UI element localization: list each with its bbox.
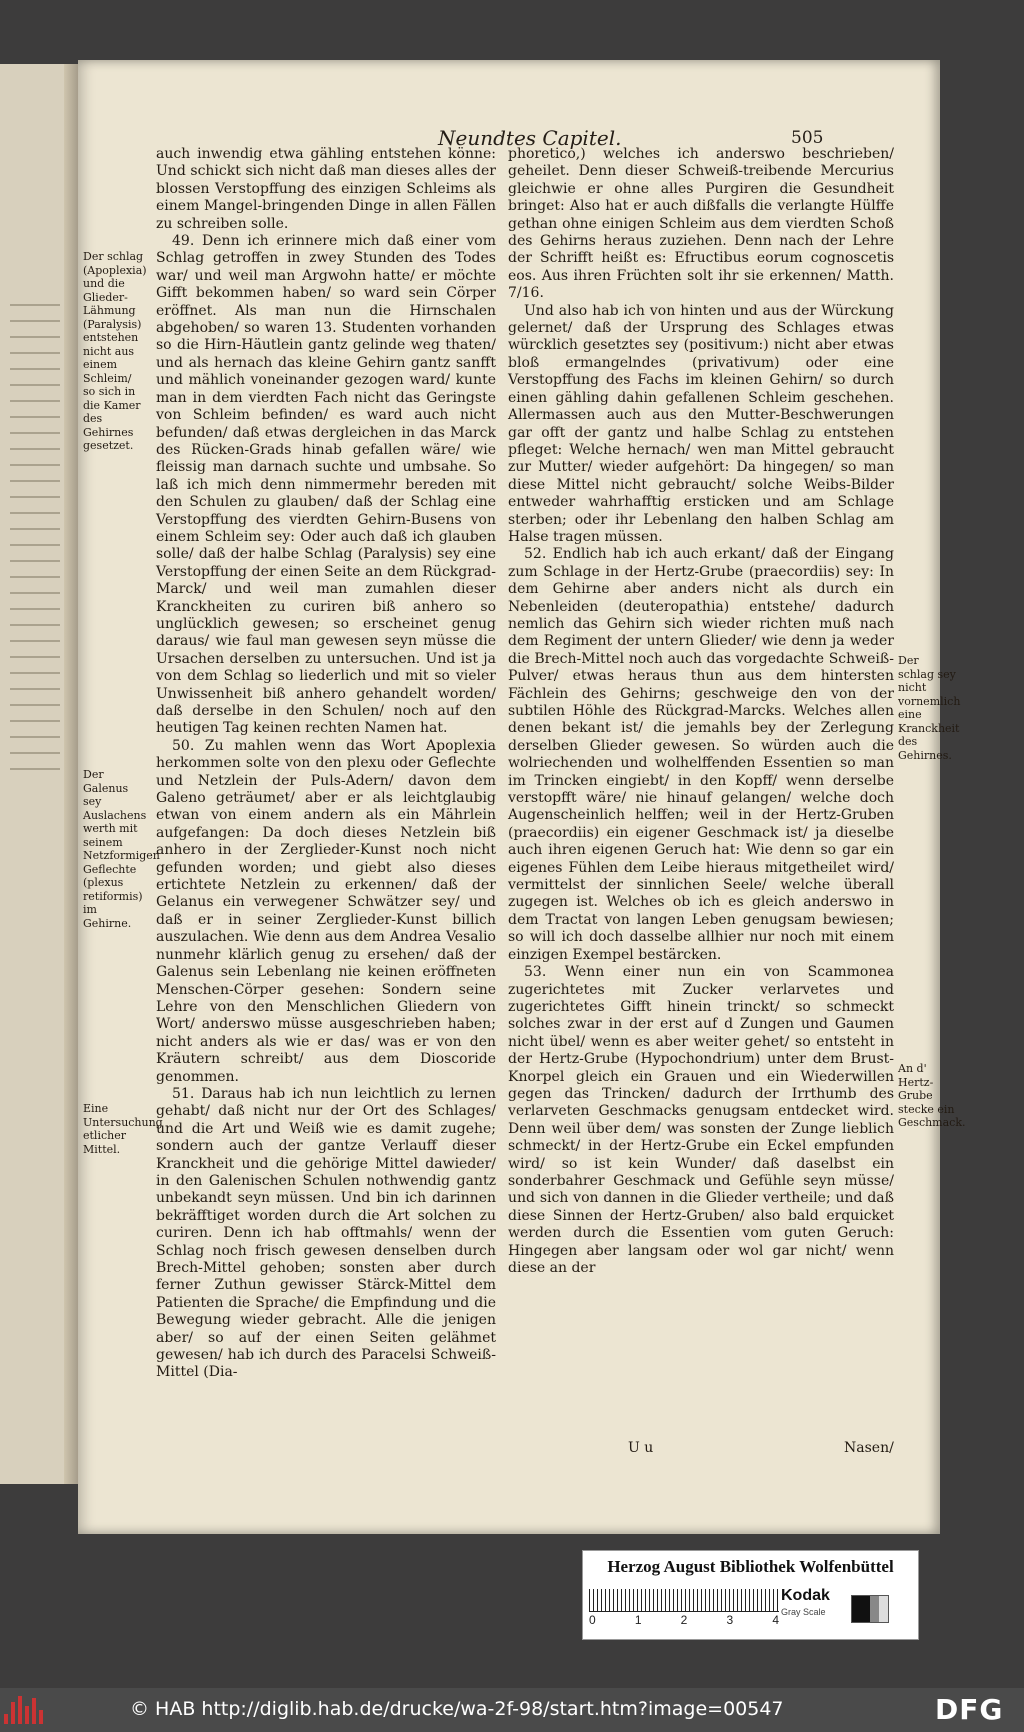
page-number: 505 [791, 128, 824, 148]
scale-numbers: 0 1 2 3 4 [589, 1613, 779, 1627]
paragraph: auch inwendig etwa gähling entstehen könne: Und schickt sich nicht daß man dieses alles der blossen Verstopffung des einzigen Schleims als einem Mangel-bringenden Dinge in allen Fällen zu schreiben solle. [156, 146, 496, 232]
signature-mark: U u [628, 1440, 654, 1456]
right-text-column [508, 146, 894, 1277]
margin-note: Eine Untersuchung etlicher Mittel. [83, 1102, 163, 1156]
dfg-logo: DFG [935, 1693, 1004, 1726]
catchword: Nasen/ [844, 1440, 894, 1456]
running-header: Neundtes Capitel. [438, 126, 622, 150]
scale-ruler [589, 1589, 779, 1612]
footer-bar [0, 1688, 1024, 1732]
kodak-brand: Kodak [781, 1587, 830, 1604]
gray-swatch [851, 1595, 889, 1623]
margin-note: An d' Hertz-Grube stecke ein Geschmack. [898, 1062, 966, 1129]
previous-page-edge [0, 64, 78, 1484]
margin-note: Der Galenus sey Auslachens werth mit seinem Netzformigen Geflechte (plexus retiformis) im Gehirne. [83, 768, 160, 930]
hab-logo-icon [4, 1696, 46, 1724]
paragraph: Und also hab ich von hinten und aus der Würckung gelernet/ daß der Ursprung des Schlages etwas würcklich gesetztes sey (positivum:) nicht aber etwas bloß ermangelndes (privativum) oder eine Verstopffung des Fachs im kleinen Gehirn/ so durch einen gähling dahin gefallenen Schleim geschehen. Allermassen auch aus den Mutter-Beschwerungen gar offt der gantz und halbe Schlag zu entstehen pfleget: Welche hernach/ wen man Mittel gebraucht zur Mutter/ wieder aufgehört: Da hingegen/ so man diese Mittel nicht gebraucht/ solche Weibs-Bilder entweder wahrhafftig ersticken und am Schlage sterben; oder ihr Lebenlang den halben Schlag am Halse tragen müssen. [508, 302, 894, 545]
previous-page-text-lines [10, 304, 60, 784]
left-text-column [156, 146, 496, 1382]
paragraph: 52. Endlich hab ich auch erkant/ daß der Eingang zum Schlage in der Hertz-Grube (praecordiis) sey: In dem Gehirne aber anders nicht als durch ein Nebenleiden (deuteropathia) entstehe/ dadurch nemlich das Gehirn sich wieder richten muß nach dem Regiment der untern Glieder/ wie denn ja weder die Brech-Mittel noch auch das vorgedachte Schweiß-Pulver/ etwas heraus thun aus dem hintersten Fächlein des Gehirns; geschweige den von der subtilen Höhle des Rückgrad-Marcks. Welches allen denen bekant ist/ die jemahls bey der Zerlegung derselben Glieder gewesen. So würden auch die wolriechenden und wolhelffenden Essentien so man im Trincken eingiebt/ in den Kopff/ wenn derselbe verstopfft wäre/ nie hinauf gelangen/ welche doch Augenscheinlich helffen; weil in der Hertz-Gruben (praecordiis) ein eigener Geschmack ist/ ja dieselbe auch ihren eigenen Geruch hat: Wie denn so gar ein eigenes Fühlen dem Leibe hieraus mitgetheilet wird/ vermittelst der sinnlichen Seele/ welche überall zugegen ist. Welches ob ich es gleich anderswo in dem Tractat von langen Leben genugsam bewiesen; so will ich doch dasselbe allhier nur noch mit einem einzigen Exempel bestärcken. [508, 546, 894, 963]
library-name: Herzog August Bibliothek Wolfenbüttel [607, 1557, 894, 1576]
footer-link[interactable] [130, 1698, 784, 1720]
margin-note: Der schlag sey nicht vornemlich eine Kranckheit des Gehirnes. [898, 654, 961, 762]
color-calibration-target [582, 1550, 919, 1640]
book-page [78, 60, 966, 1534]
paragraph: 49. Denn ich erinnere mich daß einer vom Schlag getroffen in zwey Stunden des Todes war/ und weil man Argwohn hatte/ er möchte Gifft bekommen haben/ so ward sein Cörper eröffnet. Als man nun die Hirnschalen abgehoben/ so waren 13. Studenten vorhanden so die Hirn-Häutlein gantz gelinde weg thaten/ und als hernach das kleine Gehirn gantz sanfft und mählich voneinander gezogen ward/ kunte man in dem vierdten Fach nicht das Geringste von Schleim befinden/ es ward auch nicht befunden/ daß etwas dergleichen in das Marck des Rücken-Grads hinab gefallen wäre/ wie fleissig man darnach suchte und umbsahe. So laß ich mich denn nimmermehr bereden mit den Schulen zu glauben/ daß der Schlag eine Verstopffung des vierdten Gehirn-Busens von einem Schleim sey: Oder auch daß ich glauben solle/ daß der halbe Schlag (Paralysis) sey eine Verstopffung der einen Seite an dem Rückgrad-Marck/ und weil man zumahlen dieser Kranckheiten zu curiren biß anhero so unglücklich gewesen; so erscheinet genug daraus/ wie faul man gewesen seyn müsse die Ursachen derselben zu untersuchen. Und ist ja von dem Schlag so liederlich und mit so vieler Unwissenheit biß anhero gehandelt worden/ daß derselbe in den Schulen/ noch auf den heutigen Tag keinen rechten Namen hat. [156, 233, 496, 737]
page-fold-shadow [64, 64, 78, 1484]
source-url-link[interactable]: © HAB http://diglib.hab.de/drucke/wa-2f-98/start.htm?image=00547 [130, 1698, 784, 1720]
paragraph: 50. Zu mahlen wenn das Wort Apoplexia herkommen solte von den plexu oder Geflechte und Netzlein der Puls-Adern/ davon dem Galeno geträumet/ aber er als leichtglaubig etwan von einem andern als ein Mährlein aufgefangen: Da doch dieses Netzlein biß anhero in der Zerglieder-Kunst noch nicht gefunden worden; und giebt also dieses ertichtete Netzlein zu erkennen/ daß der Gelanus ein verwegener Schwätzer sey/ und daß er in seiner Zerglieder-Kunst billich auszulachen. Wie denn aus dem Andrea Vesalio nunmehr klärlich genug zu ersehen/ daß der Galenus sein Lebenlang nie keinen eröffneten Menschen-Cörper gesehen: Sondern seine Lehre von den Menschlichen Gliedern von Wort/ anderswo müsse ausgeschrieben haben; nicht anders als wie er das/ was er von den Kräutern schreibt/ aus dem Dioscoride genommen. [156, 737, 496, 1085]
paragraph: 53. Wenn einer nun ein von Scammonea zugerichtetes mit Zucker verlarvetes und zugerichtetes Gifft hinein trinckt/ so schmeckt solches zwar in der erst auf d Zungen und Gaumen nicht übel/ wenn es aber weiter gehet/ so entsteht in der Hertz-Grube (Hypochondrium) unter dem Brust-Knorpel gleich ein Grauen und ein Wiederwillen gegen das Trincken/ dadurch der Irrthumb des verlarveten Geschmacks genugsam entdecket wird. Denn weil über dem/ was sonsten der Zunge lieblich schmeckt/ in der Hertz-Grube ein Eckel empfunden wird/ so ist kein Wunder/ daß daselbst ein sonderbahrer Geschmack und Gefühle seyn müsse/ und sich von dannen in die Glieder vertheile; und daß diese Sinnen der Hertz-Gruben/ also bald erquicket werden durch die Essentien vom guten Geruch: Hingegen aber langsam oder wol gar nicht/ wenn diese an der [508, 964, 894, 1276]
paragraph: phoretico,) welches ich anderswo beschrieben/ geheilet. Denn dieser Schweiß-treibende Mercurius gleichwie er ohne alles Purgiren die Gesundheit bringet: Also hat er auch dißfalls die verlangte Hülffe gethan ohne einigen Schleim aus dem vierdten Schoß des Gehirns heraus zuziehen. Denn nach der Lehre der Schrifft heißt es: Efructibus eorum cognoscetis eos. Aus ihren Früchten solt ihr sie erkennen/ Matth. 7/16. [508, 146, 894, 302]
gray-scale-label: Gray Scale [781, 1607, 826, 1617]
margin-note: Der schlag (Apoplexia) und die Glieder-Lähmung (Paralysis) entstehen nicht aus einem Schleim/ so sich in die Kamer des Gehirnes gesetzet. [83, 250, 147, 452]
paragraph: 51. Daraus hab ich nun leichtlich zu lernen gehabt/ daß nicht nur der Ort des Schlages/ und die Art und Weiß wie es damit zugehe; sondern auch der gantze Verlauff dieser Kranckheit und die gehörige Mittel dawieder/ in den Galenischen Schulen nothwendig gantz unbekandt seyn müssen. Und bin ich darinnen bekräfftiget worden durch die Art solchen zu curiren. Denn ich hab offtmahls/ wenn der Schlag noch frisch gewesen denselben durch Brech-Mittel gehoben; sonsten aber durch ferner Zuthun gewisser Stärck-Mittel dem Patienten die Sprache/ die Empfindung und die Bewegung wieder gebracht. Alle die jenigen aber/ so auf der einen Seiten gelähmet gewesen/ hab ich durch des Paracelsi Schweiß-Mittel (Dia- [156, 1085, 496, 1381]
